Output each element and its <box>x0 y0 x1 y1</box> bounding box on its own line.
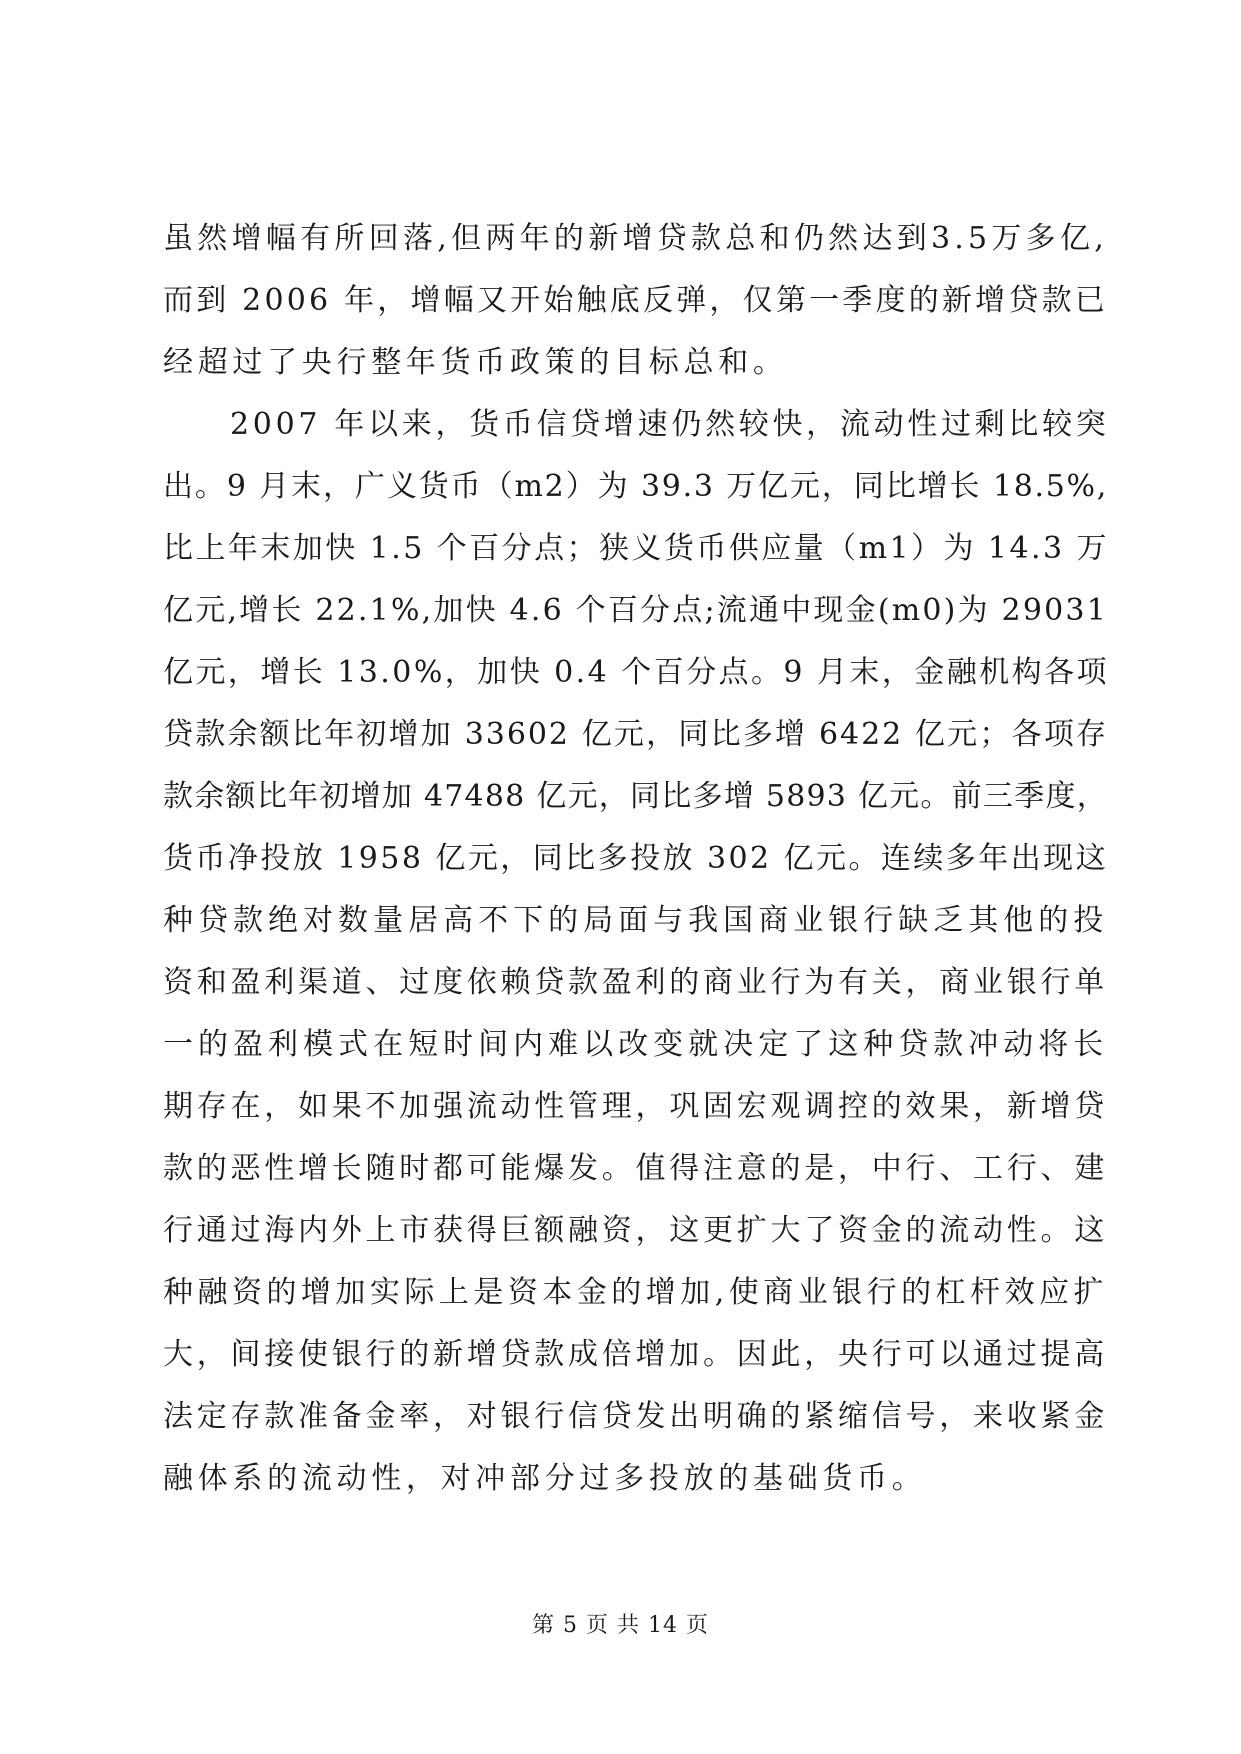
text-line: 而到 2006 年，增幅又开始触底反弹，仅第一季度的新增贷款已 <box>163 283 1108 318</box>
text-line: 2007 年以来，货币信贷增速仍然较快，流动性过剩比较突 <box>230 407 1110 442</box>
text-line: 货币净投放 1958 亿元，同比多投放 302 亿元。连续多年出现这 <box>163 841 1109 876</box>
text-line: 种融资的增加实际上是资本金的增加,使商业银行的杠杆效应扩 <box>163 1275 1108 1310</box>
text-line: 亿元,增长 22.1%,加快 4.6 个百分点;流通中现金(m0)为 29031 <box>163 593 1108 628</box>
text-line: 比上年末加快 1.5 个百分点；狭义货币供应量（m1）为 14.3 万 <box>163 531 1109 566</box>
text-line: 经超过了央行整年货币政策的目标总和。 <box>163 345 788 380</box>
body-text <box>163 208 1108 1510</box>
paragraph-1 <box>163 208 1108 394</box>
text-line: 出。9 月末，广义货币（m2）为 39.3 万亿元，同比增长 18.5%, <box>163 469 1108 504</box>
text-line: 融体系的流动性，对冲部分过多投放的基础货币。 <box>163 1461 927 1496</box>
text-line: 种贷款绝对数量居高不下的局面与我国商业银行缺乏其他的投 <box>163 903 1108 938</box>
text-line: 一的盈利模式在短时间内难以改变就决定了这种贷款冲动将长 <box>163 1027 1108 1062</box>
text-line: 亿元，增长 13.0%，加快 0.4 个百分点。9 月末，金融机构各项 <box>163 655 1109 690</box>
text-line: 大，间接使银行的新增贷款成倍增加。因此，央行可以通过提高 <box>163 1337 1108 1372</box>
text-line: 虽然增幅有所回落,但两年的新增贷款总和仍然达到3.5万多亿, <box>163 221 1108 256</box>
page-number-footer: 第 5 页 共 14 页 <box>532 1613 709 1638</box>
paragraph-2 <box>163 394 1108 1510</box>
text-line: 期存在，如果不加强流动性管理，巩固宏观调控的效果，新增贷 <box>163 1089 1108 1124</box>
text-line: 资和盈利渠道、过度依赖贷款盈利的商业行为有关，商业银行单 <box>163 965 1108 1000</box>
text-line: 款的恶性增长随时都可能爆发。值得注意的是，中行、工行、建 <box>163 1151 1108 1186</box>
text-line: 法定存款准备金率，对银行信贷发出明确的紧缩信号，来收紧金 <box>163 1399 1108 1434</box>
text-line: 款余额比年初增加 47488 亿元，同比多增 5893 亿元。前三季度， <box>163 779 1108 814</box>
text-line: 贷款余额比年初增加 33602 亿元，同比多增 6422 亿元；各项存 <box>163 717 1108 752</box>
text-line: 行通过海内外上市获得巨额融资，这更扩大了资金的流动性。这 <box>163 1213 1108 1248</box>
